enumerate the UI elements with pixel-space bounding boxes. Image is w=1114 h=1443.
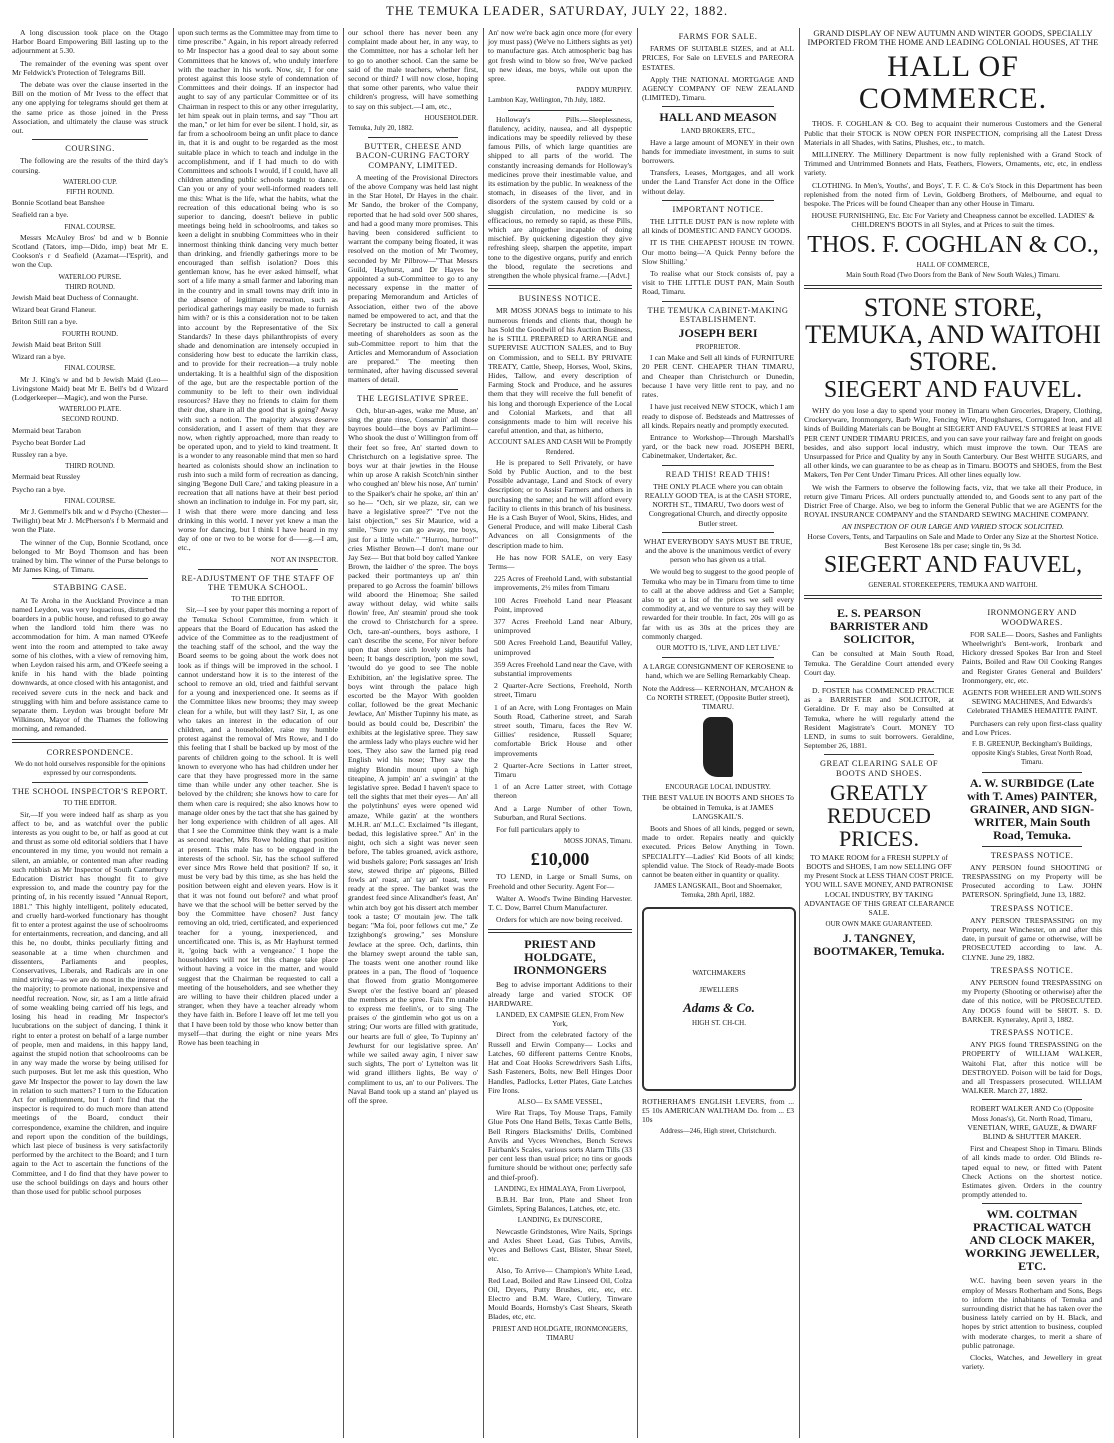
advert-heading: FARMS FOR SALE. xyxy=(678,32,758,41)
divider xyxy=(662,106,774,107)
lower-left xyxy=(804,604,954,1374)
list-item: 2 Quarter-Acre Sections in Latter street, Timaru xyxy=(494,760,632,780)
article-text: The following are the results of the third day's coursing. xyxy=(12,156,168,175)
advert-text: Newcastle Grindstones, Wire Nails, Springs and Axles Sheet Lead, Gas Tubes, Anvils, Vyces and Bellows Cast, Blister, Shear Steel, etc. xyxy=(488,1226,632,1264)
divider xyxy=(662,200,774,201)
advert-text: MR MOSS JONAS begs to intimate to his numerous friends and clients that, though he has Sold the Goodwill of his Auction Business, he is STILL PREPARED to ARRANGE and SUPERVISE AUCTION SALES, and to Buy on Commission, and to SELL BY PRIVATE TREATY, Cattle, Sheep, Horses, Wool, Skins, Hides, Tallow, and every description of Farming Stock and Produce, and he assures them that they will receive the full benefit of his long and thorough Experience of the Local and Colonial Markets, and that all consignments made to him will receive his careful attention, and that, as hitherto, xyxy=(488,306,632,436)
advert-text: Also, To Arrive— Champion's White Lead, Red Lead, Boiled and Raw Linseed Oil, Colza Oil, Dryers, Putty Brushes, etc, etc, etc. Electro and B.M. Ware, Cutlery, Tinware Mould Boards, Hornsby's Cast Shears, Skeath Blades, etc, etc. xyxy=(488,1266,632,1322)
advert-heading: GREAT CLEARING SALE OF BOOTS AND SHOES. xyxy=(819,759,939,778)
divider xyxy=(824,754,934,755)
divider xyxy=(662,301,774,302)
divider xyxy=(508,110,612,111)
advert-text: A LARGE CONSIGNMENT OF KEROSENE to hand, which we are Selling Remarkably Cheap. xyxy=(642,662,794,681)
advert-signature: PRIEST AND HOLDGATE, IRONMONGERS, TIMARU xyxy=(492,1324,628,1342)
divider xyxy=(488,929,632,933)
advert-text: W.C. having been seven years in the employ of Messrs Rotherham and Sons, Begs to inform the inhabitants of Temuka and surrounding district that he has taken over the business lately carried on by H. Black, and hopes by strict attention to business, coupled with moderate charges, to merit a share of public patronage. xyxy=(962,1276,1102,1350)
advert-text: First and Cheapest Shop in Timaru. Blinds of all kinds made to order. Old Blinds re-taped equal to new, or fitted with Patent Check Actions on the shortest notice. Estimates given. Orders in the country promptly attended to. xyxy=(962,1144,1102,1200)
advert-text: Beg to advise important Additions to their already large and varied STOCK OF HARDWARE. xyxy=(488,980,632,1008)
subheading: THIRD ROUND. xyxy=(65,282,115,291)
notice-text: ANY PERSON found TRESPASSING on my Property (Shooting or otherwise) after the date of this notice, will be PROSECUTED. Any DOGS found will be SHOT. S. D. BARKER. Kyneraley, April 3, 1882. xyxy=(962,977,1102,1024)
advert-heading: BUSINESS NOTICE. xyxy=(518,294,602,304)
result-line: Seafield ran a bye. xyxy=(12,210,69,220)
divider xyxy=(368,137,458,138)
divider xyxy=(32,139,148,140)
divider xyxy=(488,285,632,289)
advert-text: We wish the Farmers to observe the following facts, viz, that we take all their Produce, in return give Timaru Prices. All orders punctually attended to, and Goods sent to any part of the District Free of Charge. Also, we beg to inform the General Public that we are AGENTS for the ROYAL INSURANCE COMPANY and the STANDARD SEWING MACHINE COMPANY. xyxy=(804,482,1102,520)
poem-heading: THE LEGISLATIVE SPREE. xyxy=(357,393,469,403)
result-line: Mr J. King's w and bd b Jewish Maid (Leo—Livingstone Maid) beat Mr E. Bell's bd d Wizard (Lodgerkeeper—Magic), and won the Purse. xyxy=(12,374,168,402)
stabbing-heading: STABBING CASE. xyxy=(53,583,127,593)
divider xyxy=(804,595,1102,599)
subheading: WATERLOO CUP. xyxy=(62,177,118,186)
store-title: STONE STORE, TEMUKA, AND WAITOHI STORE. xyxy=(805,293,1101,377)
subheading: WATERLOO PURSE. xyxy=(58,272,122,281)
advert-text: D. FOSTER has COMMENCED PRACTICE as a BARRISTER and SOLICITOR, at Geraldine. Dr F. may also be Consulted at Temuka, where he will regularly attend the Resident Magistrate's Court. MONEY TO LEND, in sums to suit borrowers. Geraldine, September 26, 1881. xyxy=(804,685,954,751)
poem-text: An' now we're back agin once more (for every joy must pass) (We've no Litthers sights as yet) to manufacture gas. Atch atmospheric bag has got fresh wind to blow so free, We've packed up new ideas, me boys, while out upon the spree. xyxy=(488,28,632,84)
poem-signature: PADDY MURPHY. xyxy=(576,86,632,95)
advert-heading: IMPORTANT NOTICE. xyxy=(672,204,764,214)
logo-name: Adams & Co. xyxy=(683,999,755,1015)
divider xyxy=(982,1203,1082,1204)
logo-text: HIGH ST. CH-CH. xyxy=(692,1018,746,1027)
subheading: FINAL COURSE. xyxy=(64,364,116,373)
advert-slogan: AN INSPECTION OF OUR LARGE AND VARIED STOCK SOLICITED. xyxy=(842,522,1064,532)
advert-text: TO MAKE ROOM for a FRESH SUPPLY of BOOTS and SHOES, I am now SELLING OFF my Present Stock at LESS THAN COST PRICE. YOU WILL SAVE MONEY, AND PATRONISE LOCAL INDUSTRY, BY TAKING ADVANTAGE OF THIS GREAT CLEARANCE SALE. xyxy=(804,852,955,917)
advert-heading: PRIEST AND HOLDGATE, IRONMONGERS xyxy=(513,937,607,978)
advert-text: Holloway's Pills.—Sleeplessness, flatulency, acidity, nausea, and all dyspeptic indications may be speedily relieved by these famous Pills, of which large quantities are shipped to all parts of the world. The constantly increasing demands for Holloway's medicines prove their inestimable value, and its estimation by the public. In weakness of the stomach, in diseases of the liver, and in disorders of the system caused by cold or a sluggish circulation, no medicine is so efficacious, no remedy so rapid, as these Pills, which are altogether incapable of doing mischief. By quickening digestion they give refreshing sleep, sharpen the appetite, impart tone to the digestive organs, purify and enrich the blood, regulate the secretions and strengthen the whole physical frame.—[Advt.] xyxy=(488,114,632,281)
advert-text: Transfers, Leases, Mortgages, and all work under the Land Transfer Act done in the Office without delay. xyxy=(642,168,794,196)
advert-text: He is prepared to Sell Privately, or have Sold by Public Auction, and to the best Possible advantage, Land and Stock of every description; or to Assist Farmers and others in purchasing the same; and he will afford every facility to clients in this branch of his business. He is a Cash Buyer of Wool, Skins, Hides, and General Produce, and will make Liberal Cash Advances on all Consignments of the description made to him. xyxy=(488,457,632,550)
logo-text: JEWELLERS xyxy=(699,986,739,995)
list-item: 1 of an Acre Latter street, with Cottage thereon xyxy=(494,782,632,801)
advert-text: FARMS OF SUITABLE SIZES, and at ALL PRICES, For Sale on LEVELS and PAREORA ESTATES. xyxy=(642,44,794,72)
column-1 xyxy=(8,28,172,1438)
list-item: And a Large Number of other Town, Suburban, and Rural Sections. xyxy=(494,803,632,822)
advert-text: IT IS THE CHEAPEST HOUSE IN TOWN. Our motto being—'A Quick Penny before the Slow Shilling.' xyxy=(642,238,794,266)
advert-signature: F. B. GREENUP, Beckingham's Buildings, opposite King's Stables, Great North Road, Timaru. xyxy=(971,739,1093,767)
advert-name: WM. COLTMAN PRACTICAL WATCH AND CLOCK MAKER, WORKING JEWELLER, ETC. xyxy=(964,1207,1100,1274)
divider xyxy=(368,389,458,390)
advert-text: Wire Rat Traps, Toy Mouse Traps, Family Glue Pots One Hand Bells, Texas Cattle Bells, Bell Ringers Blacksmiths' Drills, Combined Anvils and Vyces Wrenches, Bench Screws Fairbank's Scales, various sorts Alarm Tills (33 per cent less than usual price; no tins or goods furniture should be without one; perfectly safe and thief-proof). xyxy=(488,1108,632,1182)
article-text: The debate was over the clause inserted in the Bill on the motion of Mr Ivess to the effect that any one applying for telegrams should get them at the same price as those joined in the Press Association, and ultimately the clause was struck out. xyxy=(12,80,168,136)
letter-salutation: TO THE EDITOR. xyxy=(63,799,117,808)
letter-signature: HOUSEHOLDER. xyxy=(424,113,478,122)
advert-text: Orders for which are now being received. xyxy=(496,915,623,925)
advert-subheading: HALL OF COMMERCE, xyxy=(916,260,990,269)
advert-subheading: LANDING, Ex DUNSCORE, xyxy=(517,1216,603,1225)
subheading: WATERLOO PLATE. xyxy=(58,405,122,414)
advert-text: THE BEST VALUE IN BOOTS AND SHOES To be obtained in Temuka, is at JAMES LANGSKAIL'S. xyxy=(642,793,794,821)
advert-text: He has now FOR SALE, on very Easy Terms— xyxy=(488,552,632,571)
result-line: Messrs McAuley Bros' bd and w b Bonnie Scotland (Tators, imp—Dido, imp) beat Mr E. Cookson's r d Seafield (Azamat—l'Esprit), and won the Cup. xyxy=(12,232,168,270)
divider xyxy=(662,532,774,533)
advert-text: CLOTHING. In Men's, Youths', and Boys', T. F. C. & Co's Stock in this Department has been replenished from the noted firm of Levin, Goldberg Brothers, of Melbourne, and equal to bespoke. The Prices will be found Cheaper than any other House in Timaru. xyxy=(804,180,1102,209)
result-line: Psycho beat Border Lad xyxy=(12,437,86,447)
advert-name: E. S. PEARSON BARRISTER AND SOLICITOR, xyxy=(829,606,929,647)
result-line: Mermaid beat Russley xyxy=(12,472,81,482)
loan-amount: £10,000 xyxy=(530,849,590,870)
subheading: FINAL COURSE. xyxy=(64,496,116,505)
column-3 xyxy=(344,28,482,1438)
advert-text: Direct from the celebrated factory of the Russell and Erwin Company— Locks and Latches, 60 different patterns Centre Knobs, Hat and Coat Hooks Screwdrivers Sash Lifts, Sash Fasteners, Bolts, new Bell Hinges Door Handles, Padlocks, Letter Plates, Gate Latches Fire Irons. xyxy=(488,1030,632,1095)
advert-name: JOSEPH BERI xyxy=(678,326,758,341)
article-text: A long discussion took place on the Otago Harbor Board Empowering Bill lasting up to the adjournment at 5.30. xyxy=(12,28,168,56)
advert-heading: IRONMONGERY AND WOODWARES. xyxy=(987,608,1077,627)
list-item: 2 Quarter-Acre Sections, Freehold, North street, Timaru xyxy=(494,681,632,700)
notice-heading: TRESPASS NOTICE. xyxy=(990,1028,1074,1037)
advert-text: MILLINERY. The Millinery Department is now fully replenished with a Grand Stock of Trimmed and Untrimmed Bonnets and Hats, Feathers, Flowers, Ornaments, etc, etc, in endless variety. xyxy=(804,150,1102,178)
divider xyxy=(32,782,148,783)
list-item: 225 Acres of Freehold Land, with substantial improvements, 2½ miles from Timaru xyxy=(494,574,632,593)
advert-heading: HALL AND MEASON xyxy=(659,110,777,125)
article-text: A meeting of the Provisional Directors of the above Company was held last night in the Star Hotel, Dr Hayes in the chair. Mr Sando, the broker of the Company, reported that he had sold over 500 shares, and had a good many more promises. This having been considered sufficient to warrant the company being floated, it was resolved on the motion of Mr Twomey, seconded by Mr Pilbrow—"That Messrs Guild, Hayhurst, and Dr Hayes be appointed a sub-Committee to go to any necessary expense in the matter of preparing Memorandum and Articles of Association, either two of the above named be empowered to act, and that the Secretary be instructed to call a general meeting of shareholders as soon as the sub-Committee report to him that the Articles and Memorandum of Association are prepared." The meeting then terminated, after having discussed several matters of detail. xyxy=(348,172,478,385)
advert-text: AGENTS FOR WHEELER AND WILSON'S SEWING MACHINES, And Edwards's Celebrated THAMES HEMATITE PAINT. xyxy=(962,687,1102,716)
advert-subheading: LAND BROKERS, ETC., xyxy=(681,127,755,136)
list-item: 500 Acres Freehold Land, Beautiful Valley, unimproved xyxy=(494,638,632,657)
divider xyxy=(32,578,148,579)
lower-right xyxy=(962,604,1102,1374)
advert-text: THOS. F. COGHLAN & CO. Beg to acquaint their numerous Customers and the General Public that their STOCK is NOW OPEN FOR INSPECTION, comprising all the Latest Dress Materials in all Shades, with Satins, Plushes, etc., to match. xyxy=(804,119,1102,147)
divider xyxy=(982,772,1082,773)
poem-place: Lambton Kay, Wellington, 7th July, 1882. xyxy=(488,96,606,105)
subheading: THIRD ROUND. xyxy=(65,462,115,471)
letter-text: Sir,—If you were indeed half as sharp as you affect to be, and as watchful over the public interests as you ought to be, or half as good at cut and thrust as some old editorial soldiers that I have encountered in my time, you would not remain a silent, an amiable, or contented man after reading such rubbish as Mr Inspector of South Canterbury Education District has thought fit to give expression to, and made the country pay for the printing of, in his recently issued "Annual Report, 1881." This highly intelligent, politely educated, and cruelly hard-worked functionary has thought fit to enter a protest against the use of schoolrooms for entertainments, recreation, and dancing, and all this he, no doubt, thinks peculiarly fitting and seasonable at a time when churchmen and dissenters, Parliaments and peoples, Conservatives, Liberals, and Radicals are in one mind striving—as we are do most in the interest of the majority; to promote national, inexpensive and needful recreation. Now, sir, as I am a little afraid of some weakling being carried off his legs, and losing his head in reading Mr Inspector's lucubrations on the subject of dancing, I think it right to enter a protest on behalf of a large number of people, men and maidens, in this happy land, against the stupid notion that schoolrooms can be in any way made the worse by being utilised for such purposes. But let me ask this question, Who gave Mr Inspector the power to lay down the law in relation to such matters? I turn to the Education Act for enlightenment, but I don't find that the inspector is required to do much more than attend meetings of the Board, conduct their correspondence, examine the children, and inquire and report upon the condition of the buildings, which last piece of business is very satisfactorily performed by the architect to the Board; and I turn again to the Act to ascertain the functions of the Committee, and I do find that they have power to use the school buildings on days and hours other than those used for public school purposes xyxy=(12,809,168,1196)
subheading: FOURTH ROUND. xyxy=(62,329,118,338)
list-item: 100 Acres Freehold Land near Pleasant Point, improved xyxy=(494,595,632,614)
result-line: Jewish Maid beat Duchess of Connaught. xyxy=(12,293,139,303)
advert-text: I can Make and Sell all kinds of FURNITURE 20 PER CENT. CHEAPER THAN TIMARU, and Cheaper than Christchurch or Dunedin, because I have very little rent to pay, and no rates. xyxy=(642,353,794,400)
letter-text: upon such terms as the Committee may from time to time prescribe." Again, in his report already referred to Mr Inspector has a good deal to say about some Committees that he knows of, who unduly interfere with the teacher in his work. Now, sir, I for one protest against this loose style of condemnation of Committees and their doings. If an inspector had aught to say of any particular Committee or of its Chairman in respect to this or any other irregularity, let him speak out in plain terms, and say "Thou art the man," or let him for ever be silent. I hold, sir, as far from a schoolroom being an unfit place to dance in, that it is and ought to be regarded as the most suitable place in which to teach and indulge in the accomplishment, and if I had much to do with Committees and schools I would, if I could, have all children attending public schools taught to dance. Can you or any of your well-informed readers tell me this: What is the life, what the habits, what the recreation of this educational being who is so superior to dancing, doesn't believe in public meetings being held in schoolrooms, and takes so keen a delight in snubbing Committees who in their innermost thinking think dancing very much better than drinking, and friendly gatherings more to be encouraged than selfish isolation? Does this gentleman know, has he ever asked himself, what sort of a life many a small farmer and laboring man in the country and in small towns may drift into in the absence of legitimate recreation, such as periodical gatherings may easily be made to furnish him with? or is this a consideration not to be taken into account by the Representative of the Six Standards? In these days philanthropists of every shade and denomination are intensely occupied in considering how best to educate the larrikin class, and to provide for their recreation—a truly noble undertaking. It is a healthful sign of the disposition of the age, but are the respectable portion of the community to be left to their own individual resources? Have they no friends to claim for them their due, share in all the good that is going? Away with such a notion. The majority always deserve consideration, and I assert of them that they are now, when rightly approached, more than ready to be operated upon, and to yield to kind treatment. It is a wonder to any reasonable mind that men so hard hearted as colonists should show an inclination to rush into such a mild form of recreation as dancing, singing 'Begone Dull Care,' and taking pleasure in a recreation that all nations have at their best period shown an inclination to indulge in. For my part, sir, I wish that there were more dancing and less drinking in this world. I never yet knew a man the worse for dancing, but I think I have heard in my day of one or two to be worse for d——g.—I am, etc., xyxy=(178,28,338,553)
advert-text: ACCOUNT SALES AND CASH Will be Promptly Rendered. xyxy=(488,438,632,456)
advert-name: J. TANGNEY, BOOTMAKER, Temuka. xyxy=(813,931,945,959)
poem-text: Och, blur-an-ages, wake me Muse, an' sing the grate rinse, Consarnin' all those bayroes bould—the boys av Parlimint— Who shook the dust o' Willington from off their feet so free, An' started down to Christchurch on a legislative spree. The boys wur at thair jewties in the House whin up arose A rakish Scotch'nin sinther who coughed an' blew his nose, An' turnin' to the Spaiker's chair he spoke, an' thin an' so he— "Och, sir we plaze, sir, can we have a legislative spree?" "I've not the laist objection," ses Sir Maurice, wid a smile, "Sure yo can go away, me boys, just for a little while." "Hurroo, hurroo!" cries Misther Brown—I don't mane our Jay Sez— But that bold boy called Yankee Brown, the laidher o' the spree. The boys packed their portmanteys up an' thin prepared to go Across the foamin' billows wild aboord the Hinemoa; She sailed away without delay, wid white sails flowin' free, An' steamin' proud she took the crowd to Christchurch for a spree. Och, tare-an'-ounthers, boys asthore, I can't describe the scene, For niver before upon that shore sich lovely sights had been; It bangs description, 'pon me sowl, 'twould do ye good to see The noble Exhibition, an' the legislative spree. The boys wint through the palace high escorted be the Mayor With goolden collar, followed be the great Mechanic Jewlace, An' Misther Tupinny his mate, as bould as bould could be, Describin' the exhibits at the legislative spree. They saw the armless lady who plays euchre wid her toes, They also saw the larned pig read English wid his nose; They saw the mighty Blondin mount upon a high titeapine, A jumpin' an' a swingin' at the legislative spree. Bedad I haven't space to tell the sights that met their eyes— An' all the polytinhuns' eyes were opened wid amaze, While gazin' at the wonthers M.H.R. an' M.L.C. Exclaimed "Is illegant, bedad, this legislative spree." An' in the night, och sich a sight was never seen before, The tables groaned, avick asthore, wid bushels galore; Pork sassages an' Irish stew, stewed thripe an' pigeons, Billed fowls an' roast, an' tay an' toast, were ready at the spree. The banket was the grandest feed since Alixandher's feast, An' whin atch boy got his dissert atch member took a taste; O' moutain jew. The talk began: "Ma foi, poor fellows cut me," Ze Izzighbong's growing," ses Monslure Jewlace at the spree. Och, darlints, thin the blarney swept around the table san, The toasts went one another round like pratees in a pan, The flood of 'loquence that flowed from gratio Montgomeree Swept o'er the festive board an' pleased the members at the spree. Faix I'm unable to express me feelin's, or to sing The praises o' the gintlemin who got us on a string; Our worts are filled with gratitude, our hearts are full o' glee, To Tupinny an' Jewhurst for our legislative spree. An' while we sailed away agin, I niver saw such sights, The port o' Lyttelton was lit wid grand illithers lights, Be way o' compliment to us, an' to our Polivers. The Naval Band took up a stand an' played us off the spree. xyxy=(348,405,478,1105)
advert-text: FOR SALE— Doors, Sashes and Fanlights Wheelwright's Bent-work, Ironbark and Hickory dressed Spokes Bar Iron and Steel Paints, Boiled and Raw Oil Cooking Ranges and Register Grates General and Builders' Ironmongery, etc, etc. xyxy=(962,629,1102,685)
advert-text: HOUSE FURNISHING, Etc. Etc For Variety and Cheapness cannot be excelled. LADIES' & CHILDREN'S BOOTS in all Styles, and at Prices to suit the times. xyxy=(811,211,1095,230)
boot-illustration xyxy=(703,717,733,777)
result-line: Psycho ran a bye. xyxy=(12,484,66,494)
column-4 xyxy=(484,28,636,1438)
column-5 xyxy=(638,28,798,1438)
subheading: SECOND ROUND. xyxy=(61,415,119,424)
divider xyxy=(804,285,1102,289)
advert-title: GREATLY REDUCED PRICES. xyxy=(827,779,931,851)
advert-text: I have just received NEW STOCK, which I am ready to dispose of. Bedsteads and Mattresses of all kinds. Repairs neatly and promptly executed. xyxy=(642,402,794,430)
advert-text: Walter A. Wood's Twine Binding Harvester. T. C. Dow, Barrel Churn Manufacturer. xyxy=(488,893,632,913)
advert-name: THOS. F. COGHLAN & CO., xyxy=(807,231,1099,258)
advert-text: ROTHERHAM'S ENGLISH LEVERS, from ... £5 10s AMERICAN WALTHAM Do. from ... £3 10s xyxy=(642,1096,794,1125)
advert-text: To realise what our Stock consists of, pay a visit to THE LITTLE DUST PAN, Main South Road, Timaru. xyxy=(642,269,794,297)
advert-signature: Address—246, High street, Christchurch. xyxy=(659,1127,777,1136)
divider xyxy=(12,739,168,743)
notice-heading: TRESPASS NOTICE. xyxy=(990,965,1074,975)
column-2 xyxy=(174,28,342,1438)
advert-heading: GRAND DISPLAY OF NEW AUTUMN AND WINTER GOODS, SPECIALLY IMPORTED FROM THE HOME AND LEADING COLONIAL HOUSES, AT THE xyxy=(807,28,1099,48)
list-item: 377 Acres Freehold Land near Albury, unimproved xyxy=(494,616,632,636)
notice-text: ANY PIGS found TRESPASSING on the PROPERTY of WILLIAM WALKER, Waitohi Flat, after this notice will be DESTROYED. Poison will be laid for Dogs, and all Trespassers prosecuted. WILLIAM WALKER. March 27, 1882. xyxy=(962,1040,1102,1096)
advert-signature: JAMES LANGSKAIL, Boot and Shoemaker, Temuka, 28th April, 1882. xyxy=(654,882,782,900)
advert-text: WHY do you lose a day to spend your money in Timaru when Groceries, Drapery, Clothing, Crockeryware, Ironmongery, Barb Wire, Fencing Wire, Ploughshares, Corrugated Iron, and all kinds of Building Materials can be Bought at SIEGERT AND FAUVEL'S STORES at least FIVE PER CENT UNDER TIMARU PRICES, and you can save your railway fare and freight on goods besides, and also support local industry, which must improve the town. Our TEAS are Unsurpassed for Price and Quality by any in South Canterbury. Our Best WHITE SUGARS, and all other kinds, we can guarantee to be as cheap as in Timaru. BOOTS and SHOES, from the Best Makers, Ten Per Cent Under Timaru Prices. All other lines equally low. xyxy=(804,406,1102,480)
notice-heading: TRESPASS NOTICE. xyxy=(990,850,1074,860)
hall-of-commerce-title: HALL OF COMMERCE. xyxy=(858,50,1048,116)
logo-text: WATCHMAKERS xyxy=(692,969,746,978)
advert-text: WHAT EVERYBODY SAYS MUST BE TRUE, and the above is the unanimous verdict of every person who has given us a trial. xyxy=(643,536,793,565)
newspaper-page xyxy=(8,28,1106,1438)
advert-signature: MOSS JONAS, Timaru. xyxy=(563,837,632,846)
advert-address: Main South Road (Two Doors from the Bank of New South Wales,) Timaru. xyxy=(846,270,1060,279)
result-line: Wizard beat Grand Flaneur. xyxy=(12,305,97,315)
advert-heading: THE TEMUKA CABINET-MAKING ESTABLISHMENT. xyxy=(647,305,789,324)
advert-text: Purchasers can rely upon first-class quality and Low Prices. xyxy=(962,718,1102,737)
letter-text: our school there has never been any complaint made about her, in any way, to the Committee, nor has a scholar left her to go to another school. Can the same be said of the male teachers, whether first, second or third? I will now close, hoping that some other parents, who value their children's progress, will have something to say on this subject.—I am, etc., xyxy=(348,28,478,111)
advert-text: TO LEND, in Large or Small Sums, on Freehold and other Security. Agent For— xyxy=(488,872,632,891)
notice-heading: TRESPASS NOTICE. xyxy=(990,903,1074,913)
article-text: The winner of the Cup, Bonnie Scotland, once belonged to Mr Boyd Thomson and has been trained by him. The winner of the Purse belongs to Mr James King, of Timaru. xyxy=(12,537,168,575)
letter-signature: NOT AN INSPECTOR. xyxy=(270,555,338,564)
result-line: Jewish Maid beat Briton Still xyxy=(12,339,102,349)
coursing-heading: COURSING. xyxy=(65,144,115,154)
advert-text: Apply THE NATIONAL MORTGAGE AND AGENCY COMPANY OF NEW ZEALAND (LIMITED), Timaru. xyxy=(642,74,794,103)
result-line: Bonnie Scotland beat Banshee xyxy=(12,198,105,208)
advert-name: SIEGERT AND FAUVEL. xyxy=(823,377,1083,404)
advert-text: For full particulars apply to xyxy=(496,825,580,835)
jeweller-logo xyxy=(642,907,796,1091)
advert-subheading: LANDED, EX CAMPSIE GLEN, From New York, xyxy=(496,1011,624,1029)
result-line: Wizard ran a bye. xyxy=(12,352,66,362)
advert-subheading: PROPRIETOR. xyxy=(695,343,741,352)
advert-text: Clocks, Watches, and Jewellery in great variety. xyxy=(962,1353,1102,1372)
advert-text: ROBERT WALKER AND Co (Opposite Moss Jonas's), Gt. North Road, Timaru, VENETIAN, WIRE, GAUZE, & DWARF BLIND & SHUTTER MAKER. xyxy=(967,1104,1097,1142)
masthead: THE TEMUKA LEADER, SATURDAY, JULY 22, 1882. xyxy=(385,3,729,18)
advert-heading: READ THIS! READ THIS! xyxy=(665,469,771,479)
advert-text: Have a large amount of MONEY in their own hands for immediate investment, in sums to suit borrowers. xyxy=(642,137,794,166)
disclaimer: We do not hold ourselves responsible for the opinions expressed by our correspondents. xyxy=(14,759,166,778)
result-line: Mr J. Gemmell's blk and w d Psycho (Chester—Twilight) beat Mr J. McPherson's f b Mermaid and won the Plate. xyxy=(12,506,168,535)
subheading: FINAL COURSE. xyxy=(64,222,116,231)
correspondence-heading: CORRESPONDENCE. xyxy=(46,747,134,757)
advert-name: SIEGERT AND FAUVEL, xyxy=(823,552,1083,579)
advert-text: We would beg to suggest to the good people of Temuka who may be in Timaru from time to time to call at the above address and Get a Sample; also to get a list of the prices we sell every commodity at, and we venture to say they will be rewarded for their trouble. In fact, 20s will go as far with us as 30s at the prices they are commonly charged. xyxy=(642,567,794,641)
letter-date: Temuka, July 20, 1882. xyxy=(348,124,414,133)
advert-text: Boots and Shoes of all kinds, pegged or sewn, made to order. Repairs neatly and quickly executed. Prices Below Anything in Town. SPECIALITY—Ladies' Kid Boots of all kinds; splendid value. The Stock of Ready-made Boots cannot be beaten either in quantity or quality. xyxy=(642,824,794,880)
advert-motto: OUR MOTTO IS, 'LIVE, AND LET LIVE.' xyxy=(656,643,780,652)
result-line: Briton Still ran a bye. xyxy=(12,317,78,327)
letter-text: Sir,—I see by your paper this morning a report of the Temuka School Committee, from which it appears that the Board of Education has asked the advice of the Committee as to the readjustment of the teaching staff of the school, and the way the Board seems to be going about the work does not look as if things will be improved in the school. I cannot understand how it is to the interest of the school to remove an old, tried and faithful servant for a young and inexperienced one. It seems as if the Committee likes new brooms; they may sweep clean for a while, but will they last? Sir, I, as one who takes an interest in the education of our children, and a householder, raise my humble protest against the removal of Mrs Rowe, and I do this feeling that I shall be backed up by most of the parents of children going to the school. It is well known to everyone who has had children under her care that they have progressed more in the same time than while under any other teacher. She is beloved by the children; she knows how to care for them when care is required; she also knows how to manage older ones by the tact that she has gained by her long experience with children of all ages. All that I see the Committee think they want is a male as second teacher, Mrs Rowe holding that position at present. This male has to be engaged in the interests of the school. Sir, has the school suffered ever since Mrs Rowe held that position? If so, it must be very bad by this time, as she has held the position between eight and eleven years. How is it that it was not found out before? and what proof have we that the school will be better served by the boy the Committee have chosen? Just fancy removing an old, tried, certificated, and experienced teacher for a young, inexperienced, and uncertificated one. This is, as Mr Hayhurst termed it, 'going back with a vengeance.' I hope the householders will not let this change take place without having a voice in the matter, and would suggest that the Chairman be requested to call a meeting of the householders, and see whether they are willing to have their children placed under a stranger, when they have a teacher already whom they have faith in. Before I leave off let me tell you that I have been told by those who know better than myself—that during the eight or nine years Mrs Rowe has been teaching in xyxy=(178,605,338,1047)
advert-text: Can be consulted at Main South Road, Temuka. The Geraldine Court attended every Court day. xyxy=(804,649,954,677)
article-text: The remainder of the evening was spent over Mr Feldwick's Protection of Telegrams Bill. xyxy=(12,58,168,77)
advert-text: THE LITTLE DUST PAN is now replete with all kinds of DOMESTIC AND FANCY GOODS. xyxy=(642,217,794,236)
article-heading: BUTTER, CHEESE AND BACON-CURING FACTORY COMPANY, LIMITED. xyxy=(355,142,471,170)
result-line: Mermaid beat Tarabon xyxy=(12,425,81,435)
advert-name: A. W. SURBIDGE (Late with T. Ames) PAINTER, GRAINER, AND SIGN-WRITER, Main South Road, Temuka. xyxy=(967,775,1097,842)
list-item: 1 of an Acre, with Long Frontages on Main South Road, Catherine street, and Sarah street south, Timaru, faces the Rev W. Gillies' residence, Russell Square; comfortable Brick House and other improvements xyxy=(494,702,632,758)
divider xyxy=(662,657,774,658)
advert-subheading: ALSO— Ex SAME VESSEL, xyxy=(517,1097,603,1106)
advert-slogan: OUR OWN MAKE GUARANTEED. xyxy=(825,920,933,929)
divider xyxy=(824,681,934,682)
divider xyxy=(982,846,1082,847)
notice-text: ANY PERSON found SHOOTING or TRESPASSING on my Property will be Prosecuted according to Law. JOHN PATERSON. Springfield, June 13, 1882. xyxy=(962,862,1102,900)
advert-text: THE ONLY PLACE where you can obtain REALLY GOOD TEA, is at the CASH STORE, NORTH ST., TIMARU, Two doors west of Congregational Church, and directly opposite Butler street. xyxy=(644,481,792,528)
letter-salutation: TO THE EDITOR. xyxy=(231,595,285,604)
article-text: At Te Aroha in the Auckland Province a man named Leydon, was very loquacious, disturbed the boarders in a public house, and refused to go away when the landlord told him there was no accommodation for him. A man named O'Keefe went into the room and attempted to take away some of his clothes, with a view of removing him, when Leydon raised his arm, and O'Keefe seeing a knife in his hand with the blade pointing downwards, at once closed with his antagonist, and received severe cuts in the neck and back and struggling with him and before assistance came to separate them. Leydon was brought before Mr Wilkinson, Mayor of the Thames the following morning, and remanded. xyxy=(12,595,168,734)
list-item: 359 Acres Freehold Land near the Cave, with substantial improvements xyxy=(494,659,632,678)
divider xyxy=(198,569,318,570)
advert-text: Entrance to Workshop—Through Marshall's yard, or the back new road. JOSEPH BERI, Cabinetmaker, Undertaker, &c. xyxy=(642,432,794,461)
column-6 xyxy=(800,28,1106,1438)
lower-grid xyxy=(804,604,1102,1374)
divider xyxy=(982,1099,1082,1100)
divider xyxy=(662,465,774,466)
letter-heading: RE-ADJUSTMENT OF THE STAFF OF THE TEMUKA SCHOOL. xyxy=(181,573,335,592)
advert-text: Horse Covers, Tents, and Tarpaulins on Sale and Made to Order any Size at the Shortest Notice. Best Kerosene 18s per case; single tin, 9s 3d. xyxy=(807,531,1099,550)
letter-heading: THE SCHOOL INSPECTOR'S REPORT. xyxy=(12,787,168,797)
advert-text: Note the Address— KERNOHAN, M'CAHON & Co NORTH STREET, (Opposite Butler street), TIMARU. xyxy=(642,683,794,711)
advert-subheading: GENERAL STOREKEEPERS, TEMUKA AND WAITOHI. xyxy=(868,581,1038,590)
advert-text: B.B.H. Bar Iron, Plate and Sheet Iron Gimlets, Spring Balances, Latches, etc, etc. xyxy=(488,1194,632,1214)
advert-subheading: LANDING, Ex HIMALAYA, From Liverpool, xyxy=(494,1184,626,1193)
result-line: Russley ran a bye. xyxy=(12,449,68,459)
notice-text: ANY PERSON TRESPASSING on my Property, near Winchester, on and after this date, in pursuit of game or otherwise, will be PROSECUTED according to law. A. CLYNE. June 29, 1882. xyxy=(962,915,1102,962)
advert-heading: ENCOURAGE LOCAL INDUSTRY. xyxy=(665,783,771,792)
subheading: FIFTH ROUND. xyxy=(66,188,114,197)
